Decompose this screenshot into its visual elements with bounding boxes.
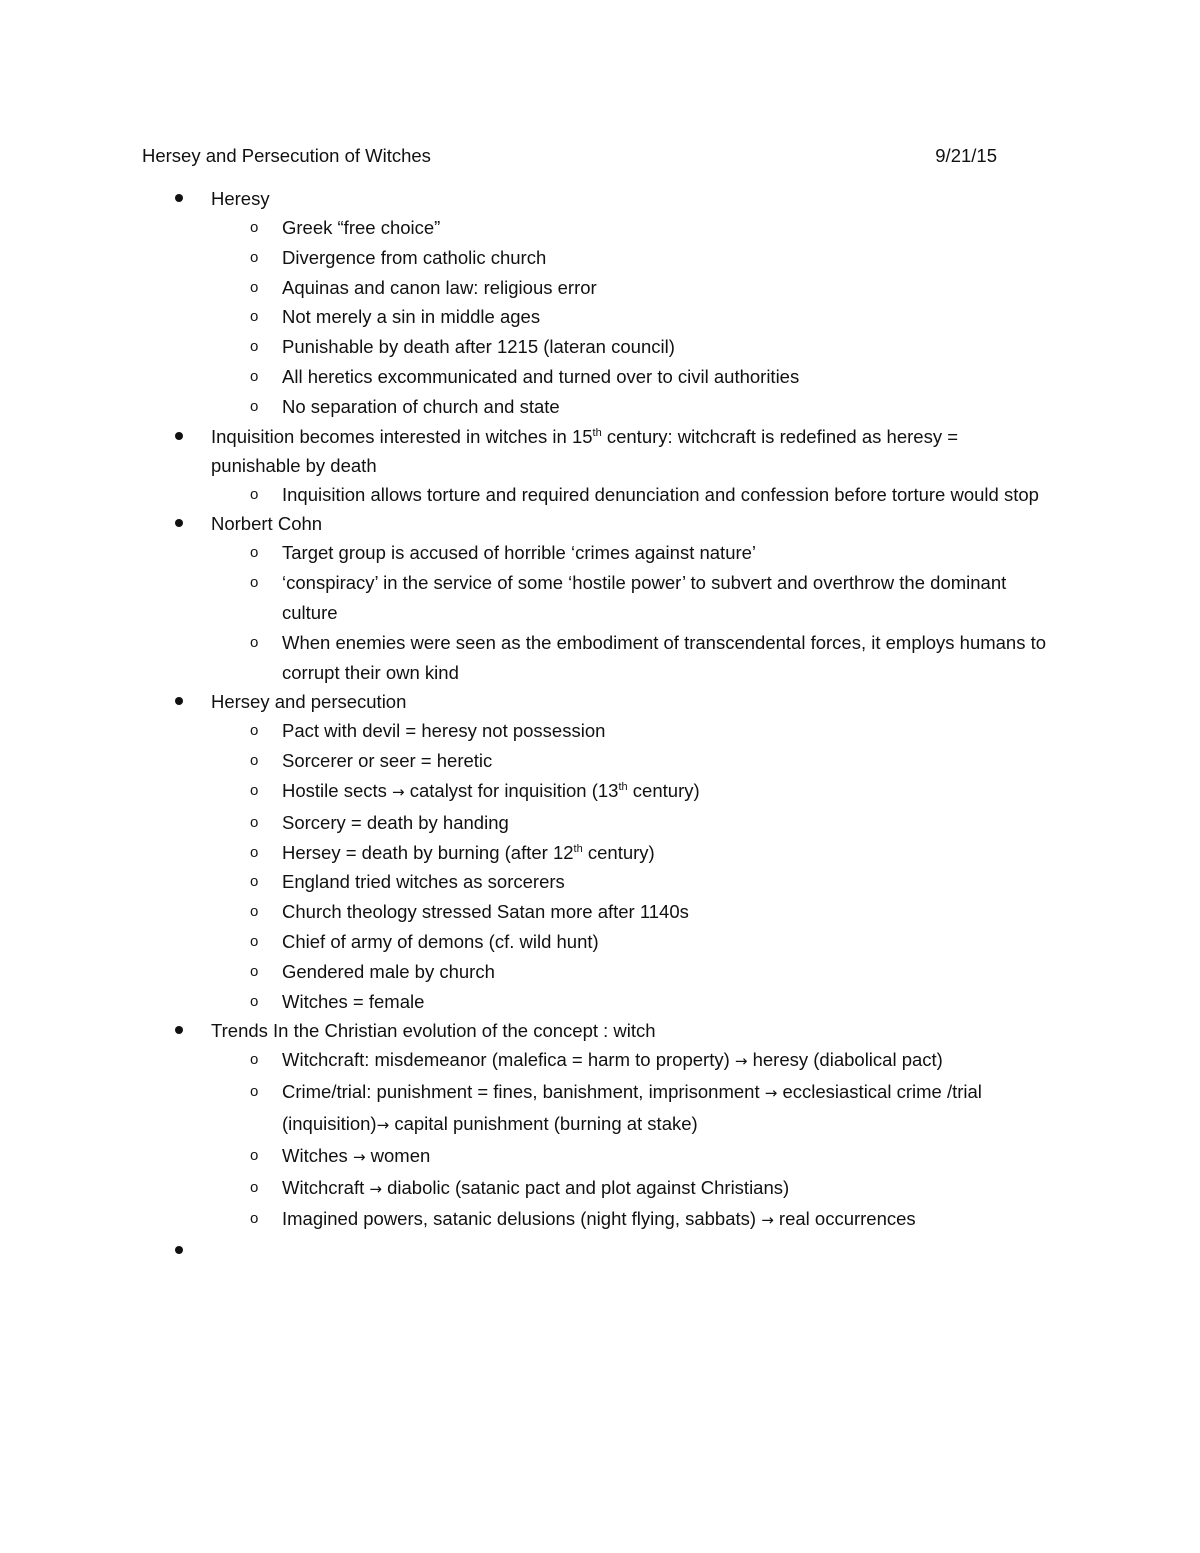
right-arrow-icon: → bbox=[764, 1084, 778, 1103]
circle-bullet-icon: o bbox=[250, 367, 259, 385]
sub-item-text: No separation of church and state bbox=[282, 395, 560, 417]
bullet-persecution-row bbox=[0, 687, 1041, 716]
bullet-dot-icon bbox=[175, 697, 183, 705]
circle-bullet-icon: o bbox=[250, 278, 259, 296]
sub-item-text: Witches bbox=[282, 1144, 353, 1166]
sub-item bbox=[0, 213, 1062, 243]
sub-item bbox=[0, 927, 1062, 957]
sub-item-text: All heretics excommunicated and turned over to civil authorities bbox=[282, 365, 800, 387]
bullet-label: Heresy bbox=[211, 188, 270, 209]
circle-bullet-icon: o bbox=[250, 752, 259, 770]
sub-item bbox=[0, 808, 1062, 838]
sub-item-text: England tried witches as sorcerers bbox=[282, 871, 565, 893]
circle-bullet-icon: o bbox=[250, 397, 259, 415]
circle-bullet-icon: o bbox=[250, 219, 259, 236]
sub-item-text: Hostile sects bbox=[282, 779, 393, 801]
circle-bullet-icon: o bbox=[250, 1083, 259, 1101]
sub-item-text: When enemies were seen as the embodiment of transcendental forces, it employs humans to corrupt their own kind bbox=[282, 631, 1047, 683]
circle-bullet-icon: o bbox=[250, 962, 259, 980]
sub-list-heresy bbox=[0, 213, 1200, 422]
bullet-cohn bbox=[0, 509, 1200, 687]
sub-item bbox=[0, 1045, 1062, 1077]
ordinal-suffix: th bbox=[592, 426, 602, 439]
sub-item-text: Witches = female bbox=[282, 990, 425, 1012]
sub-item bbox=[0, 1077, 1062, 1141]
circle-bullet-icon: o bbox=[250, 248, 259, 266]
circle-bullet-icon: o bbox=[250, 1178, 259, 1196]
sub-item bbox=[0, 243, 1062, 273]
sub-item-text: Aquinas and canon law: religious error bbox=[282, 276, 597, 298]
sub-item bbox=[0, 957, 1062, 987]
sub-item bbox=[0, 628, 1062, 688]
right-arrow-icon: → bbox=[761, 1211, 774, 1230]
sub-item-text: ‘conspiracy’ in the service of some ‘hostile power’ to subvert and overthrow the dominant culture bbox=[282, 572, 1007, 623]
circle-bullet-icon: o bbox=[250, 873, 259, 891]
sub-item-text: capital punishment (burning at stake) bbox=[389, 1112, 698, 1134]
sub-item bbox=[0, 776, 1062, 808]
sub-item bbox=[0, 332, 1062, 362]
document-header bbox=[142, 141, 997, 171]
sub-item-text: Crime/trial: punishment = fines, banishment, imprisonment bbox=[282, 1081, 765, 1103]
right-arrow-icon: → bbox=[734, 1052, 748, 1071]
sub-item bbox=[0, 273, 1062, 303]
sub-list-cohn bbox=[0, 538, 1200, 687]
circle-bullet-icon: o bbox=[250, 992, 259, 1010]
circle-bullet-icon: o bbox=[250, 1051, 259, 1069]
right-arrow-icon: → bbox=[352, 1147, 366, 1166]
bullet-dot-icon bbox=[175, 519, 183, 527]
sub-item bbox=[0, 392, 1062, 422]
sub-item-text: century) bbox=[627, 779, 700, 801]
sub-item-text: Witchcraft: misdemeanor (malefica = harm to property) bbox=[282, 1049, 735, 1071]
bullet-dot-icon bbox=[175, 194, 183, 202]
sub-item-text: Gendered male by church bbox=[282, 960, 495, 982]
bullet-label-text: century: witchcraft is redefined as heresy = punishable by death bbox=[211, 425, 959, 476]
bullet-label: Norbert Cohn bbox=[211, 513, 323, 535]
document-date: 9/21/15 bbox=[935, 145, 997, 166]
sub-item-text: ecclesiastical crime /trial (inquisition) bbox=[282, 1081, 982, 1134]
ordinal-suffix: th bbox=[618, 780, 628, 793]
sub-item bbox=[0, 1141, 1062, 1173]
sub-item bbox=[0, 302, 1062, 332]
bullet-empty bbox=[0, 1236, 1200, 1265]
ordinal-suffix: th bbox=[573, 842, 583, 855]
sub-list-persecution bbox=[0, 716, 1200, 1016]
sub-item-text: Sorcery = death by handing bbox=[282, 811, 509, 833]
circle-bullet-icon: o bbox=[250, 903, 259, 921]
sub-item-text: women bbox=[365, 1144, 431, 1166]
bullet-dot-icon bbox=[175, 1246, 183, 1254]
sub-item bbox=[0, 867, 1062, 897]
circle-bullet-icon: o bbox=[250, 633, 259, 651]
bullet-label bbox=[211, 426, 958, 476]
circle-bullet-icon: o bbox=[250, 722, 259, 740]
sub-item-text: Chief of army of demons (cf. wild hunt) bbox=[282, 930, 599, 952]
sub-item-text: Not merely a sin in middle ages bbox=[282, 306, 541, 328]
sub-item-text: Witchcraft bbox=[282, 1176, 370, 1198]
sub-item bbox=[0, 987, 1062, 1017]
sub-item-text: Pact with devil = heresy not possession bbox=[282, 720, 606, 742]
sub-item-text: heresy (diabolical pact) bbox=[747, 1049, 943, 1071]
bullet-label-text: Inquisition becomes interested in witches in 15 bbox=[211, 425, 593, 447]
circle-bullet-icon: o bbox=[250, 338, 259, 356]
sub-item bbox=[0, 480, 1062, 510]
bullet-inquisition bbox=[0, 422, 1200, 510]
sub-item bbox=[0, 897, 1062, 927]
sub-item-text: Sorcerer or seer = heretic bbox=[282, 750, 493, 772]
sub-item-text: Church theology stressed Satan more after 1140s bbox=[282, 901, 689, 923]
sub-item bbox=[0, 838, 1062, 868]
bullet-label bbox=[211, 1240, 216, 1261]
sub-item-text: Target group is accused of horrible ‘crimes against nature’ bbox=[282, 542, 757, 564]
sub-item bbox=[0, 362, 1062, 392]
circle-bullet-icon: o bbox=[250, 813, 259, 831]
sub-item-text: Divergence from catholic church bbox=[282, 246, 547, 268]
right-arrow-icon: → bbox=[376, 1115, 390, 1134]
circle-bullet-icon: o bbox=[250, 932, 259, 950]
bullet-dot-icon bbox=[175, 1026, 183, 1034]
bullet-heresy bbox=[0, 184, 1200, 422]
bullet-empty-row bbox=[0, 1236, 1041, 1265]
sub-item-text: Hersey = death by burning (after 12 bbox=[282, 841, 574, 863]
circle-bullet-icon: o bbox=[250, 574, 259, 592]
bullet-persecution bbox=[0, 687, 1200, 1016]
sub-item bbox=[0, 1204, 1062, 1236]
sub-item bbox=[0, 568, 1062, 628]
sub-item-text: Greek “free choice” bbox=[282, 217, 441, 238]
circle-bullet-icon: o bbox=[250, 781, 259, 799]
sub-item bbox=[0, 716, 1062, 746]
bullet-label: Trends In the Christian evolution of the concept : witch bbox=[211, 1020, 656, 1042]
bullet-cohn-row bbox=[0, 509, 1041, 538]
sub-item-text: Imagined powers, satanic delusions (night flying, sabbats) bbox=[282, 1208, 762, 1230]
bullet-dot-icon bbox=[175, 432, 183, 440]
sub-item bbox=[0, 746, 1062, 776]
sub-list-inquisition bbox=[0, 480, 1200, 510]
sub-item-text: century) bbox=[582, 841, 655, 863]
bullet-label: Hersey and persecution bbox=[211, 691, 407, 713]
bullet-heresy-row bbox=[0, 184, 1041, 213]
circle-bullet-icon: o bbox=[250, 843, 259, 861]
sub-list-trends bbox=[0, 1045, 1200, 1236]
right-arrow-icon: → bbox=[369, 1179, 382, 1198]
right-arrow-icon: → bbox=[392, 782, 405, 801]
sub-item-text: Punishable by death after 1215 (lateran council) bbox=[282, 336, 675, 358]
document-title: Hersey and Persecution of Witches bbox=[142, 145, 431, 166]
circle-bullet-icon: o bbox=[250, 485, 259, 503]
sub-item-text: diabolic (satanic pact and plot against Christians) bbox=[381, 1176, 790, 1198]
bullet-inquisition-row bbox=[0, 422, 1041, 480]
bullet-trends bbox=[0, 1016, 1200, 1236]
notes-outline bbox=[0, 184, 1200, 1265]
sub-item bbox=[0, 1173, 1062, 1205]
sub-item bbox=[0, 538, 1062, 568]
circle-bullet-icon: o bbox=[250, 1146, 259, 1164]
circle-bullet-icon: o bbox=[250, 544, 259, 562]
sub-item-text: Inquisition allows torture and required denunciation and confession before torture would stop bbox=[282, 483, 1039, 505]
sub-item-text: real occurrences bbox=[773, 1208, 916, 1230]
sub-item-text: catalyst for inquisition (13 bbox=[404, 779, 619, 801]
circle-bullet-icon: o bbox=[250, 308, 259, 326]
circle-bullet-icon: o bbox=[250, 1210, 259, 1228]
bullet-trends-row bbox=[0, 1016, 1041, 1045]
